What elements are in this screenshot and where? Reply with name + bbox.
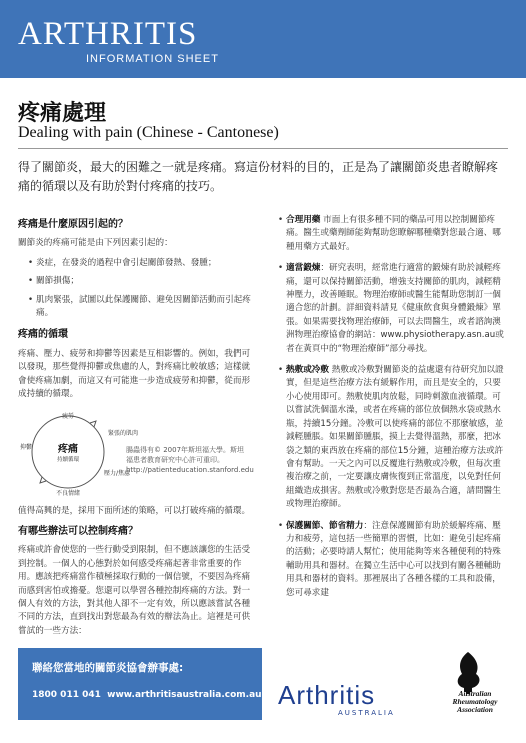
rheumatology-association-wordmark: Australian Rheumatology Association: [452, 689, 498, 714]
brand-title: ARTHRITIS: [18, 16, 198, 52]
right-column: [268, 214, 508, 608]
strategy-item-joint-protection: [278, 520, 508, 600]
control-text: 疼痛或許會使您的一些行動受到限制，但不應該讓您的生活受到控制。一個人的心態對於如何感受疼痛起著非常重要的作用。應該把疼痛當作積極採取行動的一個信號，不要因為疼痛而感到害怕或擔憂。您還可以學習各種控制疼痛的方法。對一個人有效的方法，對其他人卻不一定有效，所以應該嘗試各種不同的方法，直到找出對您最為有效的辦法為止。這裡是可供嘗試的一些方法：: [18, 545, 251, 636]
contact-label: 聯絡您當地的關節炎協會辦事處:: [32, 662, 184, 674]
strategy-item-heat-cold: [278, 364, 508, 511]
list-item: • 炎症，在發炎的過程中會引起關節發熱、發腫；: [28, 257, 251, 270]
cycle-label-right: 緊張的肌肉: [108, 430, 139, 438]
contact-website-link[interactable]: www.arthritisaustralia.com.au: [107, 690, 262, 700]
left-column: [18, 214, 254, 644]
causes-lead: 關節炎的疼痛可能是由下列因素引起的：: [18, 238, 173, 249]
page-title-english: Dealing with pain (Chinese - Cantonese): [18, 124, 279, 141]
section-heading-pain-cycle: 疼痛的循環: [18, 329, 68, 341]
strategy-text: 市面上有很多種不同的藥品可用以控制關節疼痛。醫生或藥劑師能夠幫助您瞭解哪種藥對您最合適、哪種用藥方式最好。: [286, 215, 501, 252]
contact-banner: [18, 648, 262, 720]
causes-list: [18, 257, 251, 321]
section-heading-control: 有哪些辦法可以控制疼痛？: [18, 525, 138, 537]
pain-cycle-text: 疼痛、壓力、疲勞和抑鬱等因素是互相影響的。例如，我們可以發現，那些覺得抑鬱或焦慮的人，對疼痛比較敏感；這樣就會使疼痛加劇，而這又有可能進一步造成疲勞和抑鬱，從而形成持續的循環。: [18, 348, 251, 400]
strategies-list: [268, 214, 508, 600]
strategy-term: 保護關節、節省精力: [286, 520, 364, 531]
cycle-label-left: 抑鬱: [20, 444, 33, 452]
strategy-term: 熱敷或冷敷: [286, 365, 329, 376]
header-banner: [0, 0, 526, 78]
contact-phone[interactable]: 1800 011 041: [32, 690, 101, 700]
cycle-center-label: 疼痛: [58, 444, 78, 456]
list-item: • 肌肉緊張，試圖以此保護關節、避免因關節活動而引起疼痛。: [28, 294, 251, 321]
strategy-text: ：注意保護關節有助於緩解疼痛、壓力和疲勞，這包括一些簡單的習慣，比如：避免引起疼痛的活動；必要時請人幫忙；使用能夠等來各種便利的特殊輔助用具和器材。在獨立生活中心可以找到有關各種輔助用具和器材的資料。那裡展出了各種各樣的工具和設備，您可尋求建: [286, 520, 501, 598]
cycle-label-bottom: 不良情緒: [55, 490, 81, 498]
strategy-text: ：研究表明，經常進行適當的鍛煉有助於減輕疼痛，還可以保持關節活動，增強支持關節的肌肉，減輕精神壓力，改善睡眠。物理治療師或醫生能幫助您制訂一個適合您的計劃。詳細資料請見《健康飲食與身體鍛煉》單張。如果需要找物理治療師，可以去問醫生，或者諮詢澳洲物理治療協會的網站：www.physiotherapy.asn.au或者在黃頁中的“物理治療師”部分尋找。: [286, 263, 504, 354]
intro-paragraph: 得了關節炎，最大的困難之一就是疼痛。寫這份材料的目的，正是為了讓關節炎患者瞭解疼痛的循環以及有助於對付疼痛的技巧。: [18, 160, 499, 193]
pain-cycle-diagram: [18, 407, 254, 498]
strategy-term: 合理用藥: [286, 215, 321, 225]
cycle-label-bottom-right: 壓力/焦慮: [104, 470, 131, 478]
logo-subtext: AUSTRALIA: [338, 709, 395, 717]
pain-cycle-graphic: [18, 407, 139, 498]
page-title-chinese: 疼痛處理: [18, 101, 107, 126]
pain-cycle-conclusion: 值得高興的是，採用下面所述的策略，可以打破疼痛的循環。: [18, 506, 251, 517]
arthritis-australia-logo: [278, 680, 375, 711]
contact-details: [32, 690, 262, 700]
cycle-label-top: 疲勞: [61, 413, 75, 421]
cycle-center-sublabel: 持續循環: [56, 457, 80, 464]
brand-subtitle: INFORMATION SHEET: [86, 53, 219, 65]
strategy-text: 熱敷或冷敷對關節炎的益處還有待研究加以證實，但是這些治療方法有緩解作用，而且是安全的，只要小心使用即可。熱敷使肌肉放鬆，同時刺激血液循環。可以嘗試洗個溫水澡，或者在疼痛的部位放個熱水袋或熱水瓶，持續15分鐘。冷敷可以使疼痛的部位不那麼敏感，並減輕腫脹。如果關節腫脹，摸上去覺得溫熱，那麼，把冰袋之類的東西放在疼痛的部位15分鐘，這種治療方法或許會有幫助。一天之內可以反覆進行熱敷或冷敷，但每次重複治療之前，一定要讓皮膚恢復到正常溫度，以免對任何組織造成損害。熱敷或冷敷對您是否最為合適，請問醫生或物理治療師。: [286, 365, 504, 510]
list-item: • 關節損傷；: [28, 275, 251, 288]
strategy-item-exercise: [278, 262, 508, 356]
strategy-term: 適當鍛煉: [286, 263, 321, 274]
section-heading-causes: 疼痛是什麼原因引起的？: [18, 219, 128, 230]
logo-wordmark: Arthritis: [278, 680, 376, 710]
diagram-caption: 腸蟲得有© 2007年斯坦福大學。斯坦福患者教育研究中心許可重印。http://patienteducation.stanford.edu: [126, 446, 254, 475]
title-divider: [18, 148, 508, 149]
strategy-item-medication: [278, 214, 508, 254]
